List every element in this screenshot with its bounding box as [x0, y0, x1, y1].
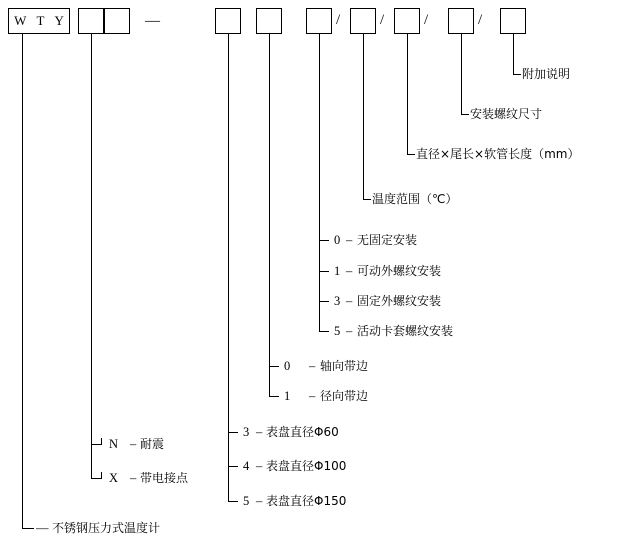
edge-item-code-0: 0: [284, 359, 291, 373]
leader-dial-branch-1: [228, 466, 238, 467]
leader-dimensions-vertical: [407, 34, 408, 154]
code-box-edge: [256, 8, 282, 34]
code-box-mount: [306, 8, 332, 34]
leader-base-horizontal: [22, 528, 34, 529]
label-dimensions: 直径×尾长×软管长度（mm）: [416, 147, 580, 161]
leader-extra-note-vertical: [513, 34, 514, 74]
leader-mount-branch-2: [319, 301, 329, 302]
leader-option-tick-1: [101, 472, 102, 479]
dial-item-code-1: 4: [243, 459, 250, 473]
mount-item-text-3: 活动卡套螺纹安装: [357, 324, 454, 338]
option-item-text-0: 耐震: [140, 437, 165, 451]
option-item-text-1: 带电接点: [140, 471, 189, 485]
mount-item-dash-2: –: [346, 294, 353, 308]
letter-w: W: [14, 13, 27, 28]
base-label-text: 不锈钢压力式温度计: [52, 521, 161, 535]
model-prefix-box: [8, 8, 70, 34]
mount-item-text-2: 固定外螺纹安装: [357, 294, 442, 308]
leader-temp-range-vertical: [363, 34, 364, 199]
leader-dial-branch-0: [228, 432, 238, 433]
leader-thread-size-vertical: [461, 34, 462, 114]
mount-item-code-3: 5: [334, 324, 341, 338]
code-box-dimensions: [394, 8, 420, 34]
mount-item-dash-0: –: [346, 233, 353, 247]
leader-option-vertical: [91, 34, 92, 478]
edge-item-dash-0: –: [309, 359, 316, 373]
mount-item-text-0: 无固定安装: [357, 233, 418, 247]
leader-dial-vertical: [228, 34, 229, 501]
dial-item-code-0: 3: [243, 425, 250, 439]
dial-item-dash-2: –: [256, 494, 263, 508]
option-item-dash-0: –: [130, 437, 137, 451]
leader-extra-note-horizontal: [513, 74, 521, 75]
leader-base-vertical: [22, 34, 23, 528]
option-item-dash-1: –: [130, 471, 137, 485]
leader-mount-branch-3: [319, 331, 329, 332]
base-label-dash: —: [36, 521, 49, 535]
edge-item-dash-1: –: [309, 389, 316, 403]
mount-item-dash-3: –: [346, 324, 353, 338]
slash-3: /: [424, 12, 429, 28]
code-box-thread: [448, 8, 474, 34]
leader-thread-size-horizontal: [461, 114, 469, 115]
mount-item-code-2: 3: [334, 294, 341, 308]
leader-mount-vertical: [319, 34, 320, 331]
code-box-option: [78, 8, 104, 34]
dial-item-code-2: 5: [243, 494, 250, 508]
dial-item-text-2: 表盘直径Φ150: [266, 494, 347, 508]
leader-mount-branch-0: [319, 240, 329, 241]
label-temp-range: 温度范围（℃）: [372, 192, 458, 206]
slash-1: /: [336, 12, 341, 28]
mount-item-text-1: 可动外螺纹安装: [357, 264, 442, 278]
leader-edge-vertical: [269, 34, 270, 396]
dial-item-text-1: 表盘直径Φ100: [266, 459, 347, 473]
leader-option-branch-0: [91, 444, 101, 445]
code-box-blank-1: [104, 8, 130, 34]
dash-separator: —: [145, 13, 160, 29]
mount-item-dash-1: –: [346, 264, 353, 278]
leader-edge-branch-0: [269, 366, 279, 367]
leader-dimensions-horizontal: [407, 154, 415, 155]
slash-2: /: [380, 12, 385, 28]
option-item-code-1: X: [109, 471, 119, 485]
leader-edge-branch-1: [269, 396, 279, 397]
edge-item-text-1: 径向带边: [320, 389, 369, 403]
letter-t: T: [36, 13, 45, 28]
leader-dial-branch-2: [228, 501, 238, 502]
code-box-temp: [350, 8, 376, 34]
dial-item-dash-0: –: [256, 425, 263, 439]
leader-option-tick-0: [101, 438, 102, 445]
dial-item-text-0: 表盘直径Φ60: [266, 425, 339, 439]
code-box-dial: [215, 8, 241, 34]
leader-option-branch-1: [91, 478, 101, 479]
label-extra-note: 附加说明: [522, 67, 571, 81]
edge-item-code-1: 1: [284, 389, 291, 403]
leader-temp-range-horizontal: [363, 199, 371, 200]
letter-y: Y: [54, 13, 64, 28]
edge-item-text-0: 轴向带边: [320, 359, 369, 373]
mount-item-code-0: 0: [334, 233, 341, 247]
option-item-code-0: N: [109, 437, 119, 451]
code-box-extra: [500, 8, 526, 34]
mount-item-code-1: 1: [334, 264, 341, 278]
slash-4: /: [478, 12, 483, 28]
leader-mount-branch-1: [319, 271, 329, 272]
dial-item-dash-1: –: [256, 459, 263, 473]
label-thread-size: 安装螺纹尺寸: [470, 107, 543, 121]
